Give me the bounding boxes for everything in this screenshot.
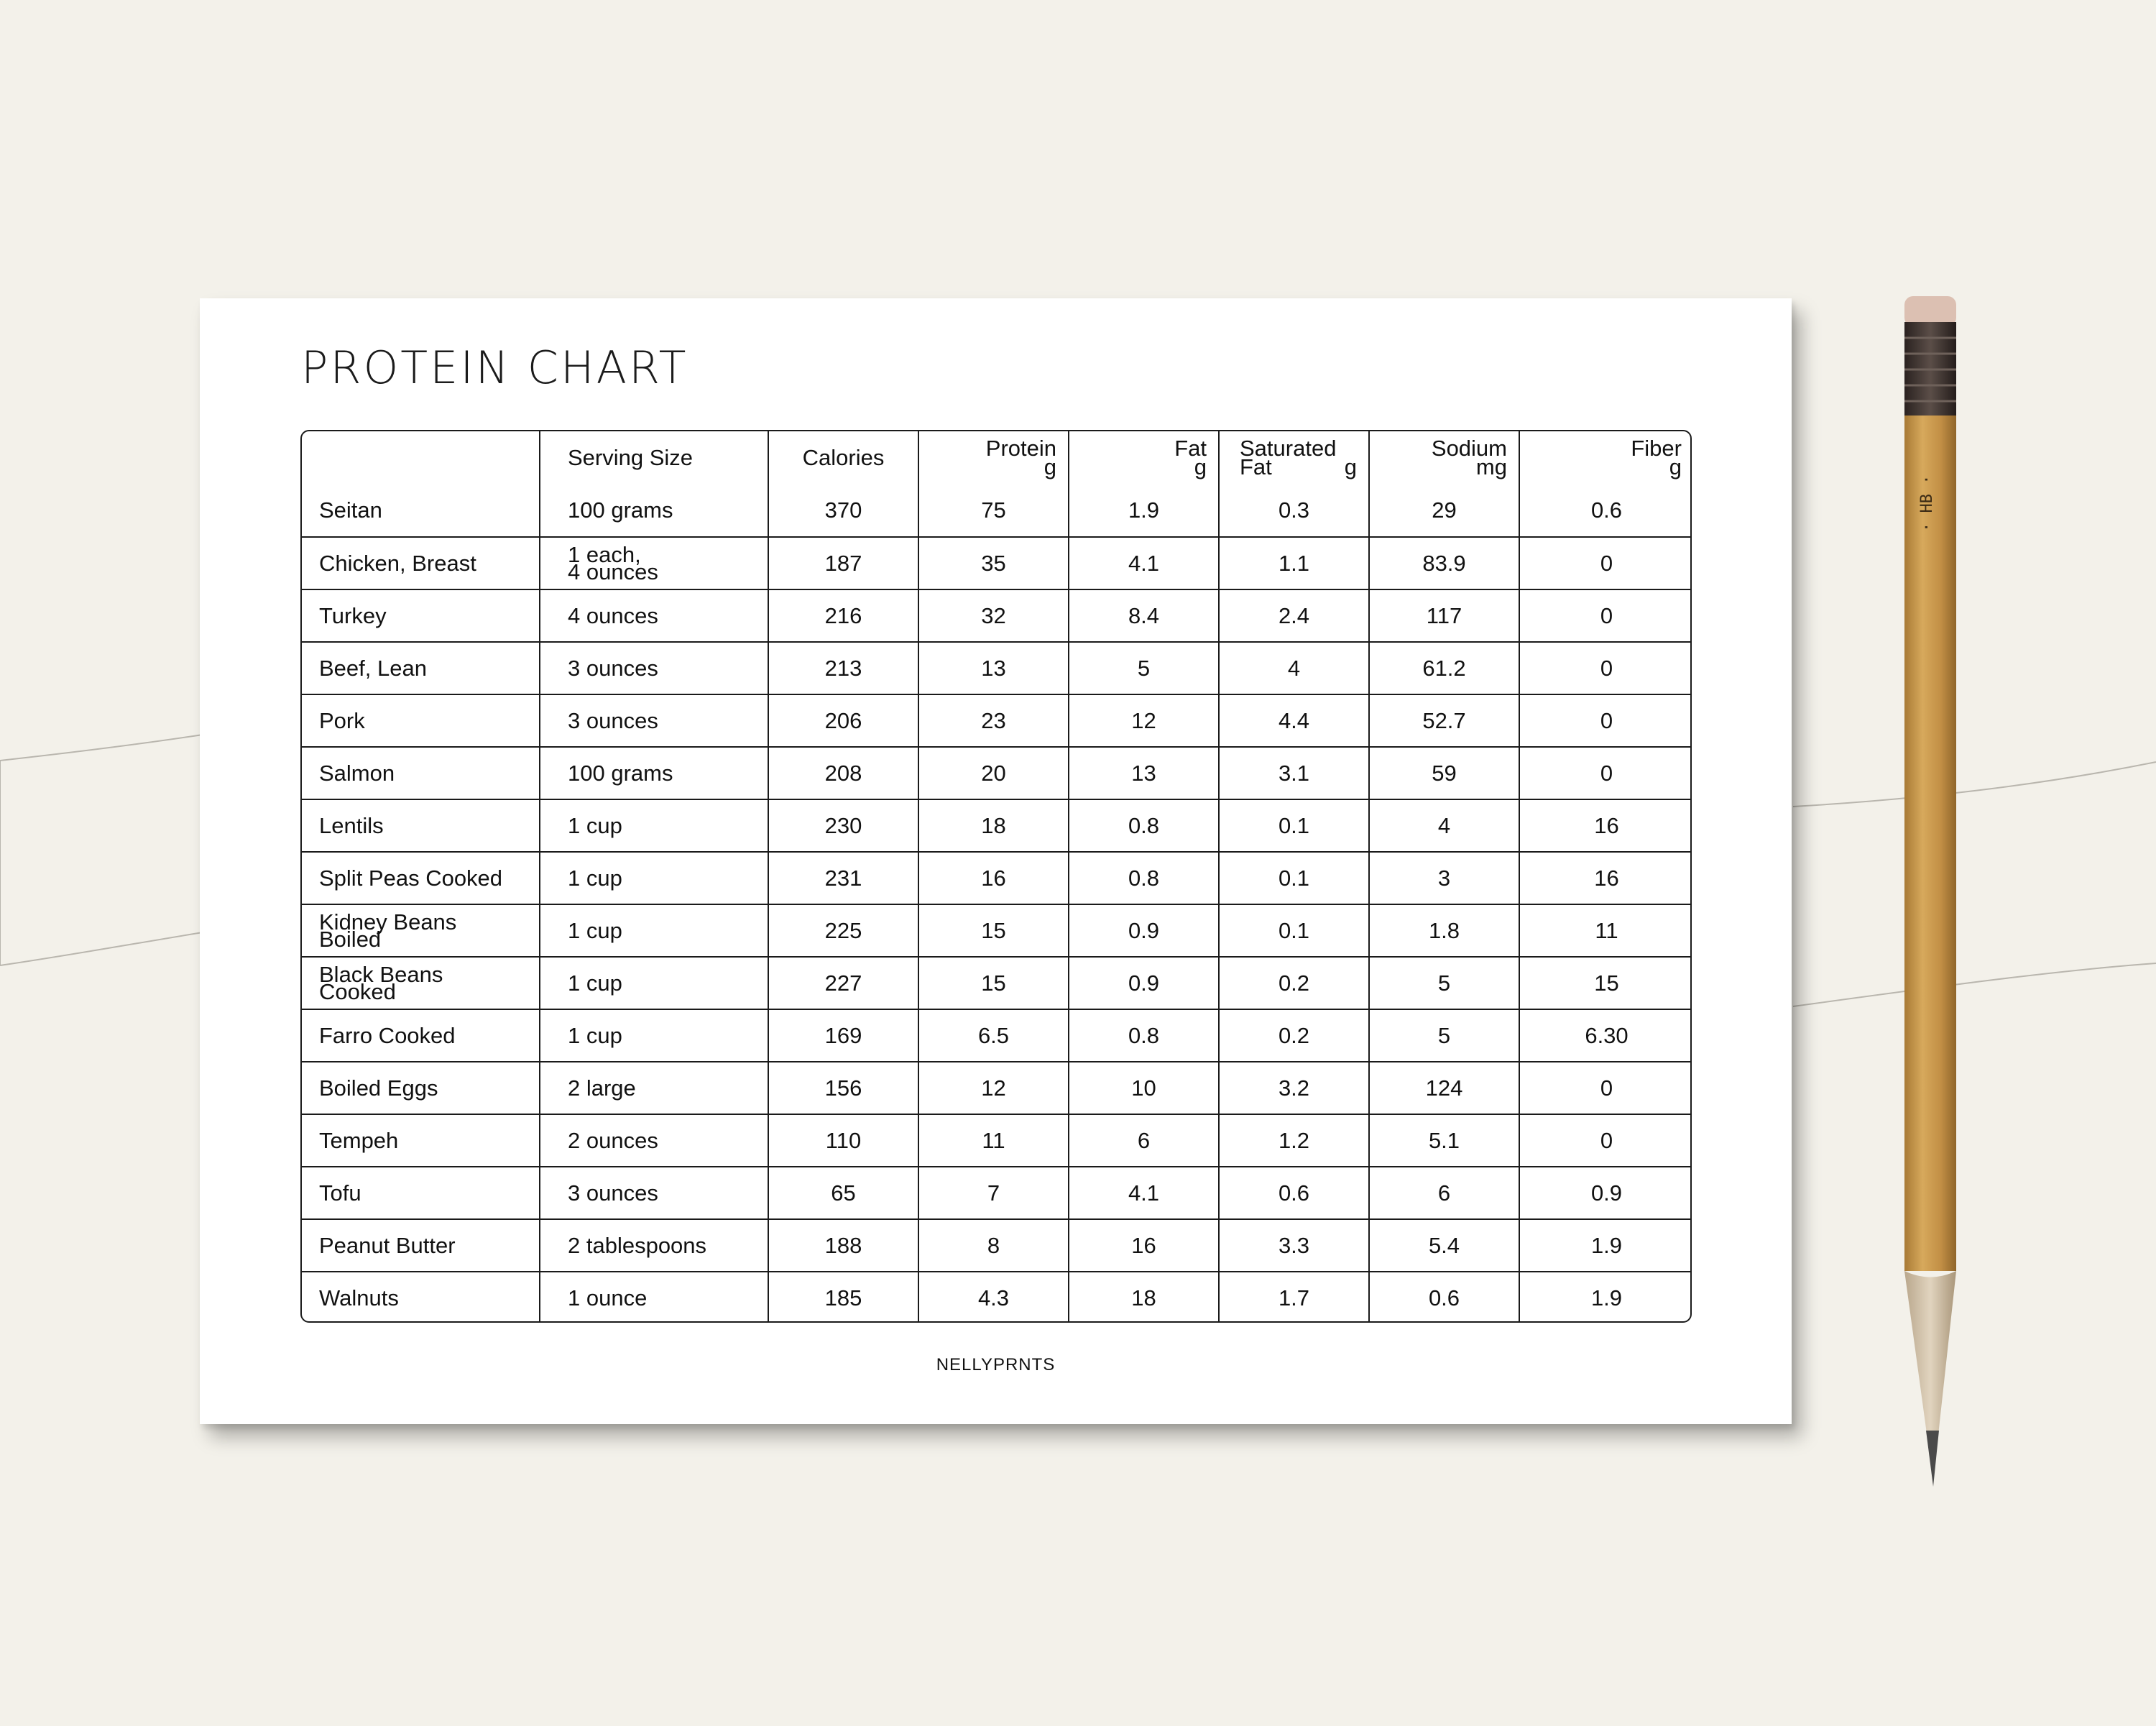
cell-protein: 20 — [918, 747, 1069, 799]
cell-fiber: 15 — [1519, 957, 1692, 1009]
cell-sodium: 0.6 — [1369, 1272, 1519, 1323]
cell-food-name: Tempeh — [302, 1114, 540, 1167]
cell-fat: 18 — [1069, 1272, 1219, 1323]
cell-fat: 16 — [1069, 1219, 1219, 1272]
cell-food-name: Tofu — [302, 1167, 540, 1219]
cell-sodium: 6 — [1369, 1167, 1519, 1219]
cell-fiber: 0 — [1519, 747, 1692, 799]
cell-sodium: 5 — [1369, 1009, 1519, 1062]
cell-serving-size: 2 large — [540, 1062, 768, 1114]
cell-calories: 169 — [768, 1009, 918, 1062]
cell-sodium: 83.9 — [1369, 537, 1519, 589]
header-fat-unit: g — [1194, 454, 1207, 479]
cell-sodium: 29 — [1369, 485, 1519, 537]
cell-protein: 12 — [918, 1062, 1069, 1114]
cell-calories: 206 — [768, 694, 918, 747]
table-row — [302, 694, 1692, 747]
cell-protein: 23 — [918, 694, 1069, 747]
cell-calories: 225 — [768, 904, 918, 957]
header-sodium — [1369, 431, 1519, 485]
table-row — [302, 589, 1692, 642]
cell-saturated: 0.2 — [1219, 957, 1369, 1009]
header-sodium-label: Sodium — [1431, 436, 1507, 461]
cell-fiber: 0 — [1519, 537, 1692, 589]
header-fat-label: Fat — [1174, 436, 1207, 461]
cell-serving-size: 3 ounces — [540, 642, 768, 694]
table-row — [302, 957, 1692, 1009]
cell-fiber: 0 — [1519, 1062, 1692, 1114]
cell-fat: 13 — [1069, 747, 1219, 799]
cell-food-name: Salmon — [302, 747, 540, 799]
header-protein-label: Protein — [985, 436, 1056, 461]
table-row — [302, 1062, 1692, 1114]
cell-serving-size: 3 ounces — [540, 694, 768, 747]
cell-food-name: Beef, Lean — [302, 642, 540, 694]
cell-fat: 0.9 — [1069, 957, 1219, 1009]
cell-serving-size: 100 grams — [540, 485, 768, 537]
cell-saturated: 1.2 — [1219, 1114, 1369, 1167]
cell-fiber: 1.9 — [1519, 1272, 1692, 1323]
cell-serving-size: 4 ounces — [540, 589, 768, 642]
header-saturated-unit: g — [1344, 454, 1357, 479]
cell-saturated: 0.1 — [1219, 904, 1369, 957]
cell-calories: 156 — [768, 1062, 918, 1114]
svg-text:· HB ·: · HB · — [1918, 474, 1936, 532]
cell-fat: 0.9 — [1069, 904, 1219, 957]
header-serving-size: Serving Size — [540, 431, 768, 485]
table-row — [302, 537, 1692, 589]
table-row — [302, 485, 1692, 537]
cell-food-name: Farro Cooked — [302, 1009, 540, 1062]
cell-fiber: 0.6 — [1519, 485, 1692, 537]
header-protein-unit: g — [1044, 454, 1056, 479]
cell-food-name: Chicken, Breast — [302, 537, 540, 589]
cell-calories: 185 — [768, 1272, 918, 1323]
cell-fat: 0.8 — [1069, 852, 1219, 904]
cell-protein: 35 — [918, 537, 1069, 589]
table-row — [302, 1219, 1692, 1272]
protein-table-frame — [300, 430, 1692, 1323]
cell-fiber: 0 — [1519, 589, 1692, 642]
brand-footer: NELLYPRNTS — [936, 1355, 1056, 1374]
cell-sodium: 61.2 — [1369, 642, 1519, 694]
header-sodium-unit: mg — [1475, 454, 1507, 479]
cell-saturated: 4 — [1219, 642, 1369, 694]
cell-fat: 4.1 — [1069, 537, 1219, 589]
cell-sodium: 5 — [1369, 957, 1519, 1009]
cell-sodium: 3 — [1369, 852, 1519, 904]
cell-protein: 32 — [918, 589, 1069, 642]
cell-calories: 216 — [768, 589, 918, 642]
cell-food-name: Peanut Butter — [302, 1219, 540, 1272]
header-saturated-label: Saturated — [1240, 436, 1337, 461]
cell-food-name: Black Beans Cooked — [302, 957, 540, 1009]
cell-saturated: 3.1 — [1219, 747, 1369, 799]
header-protein — [918, 431, 1069, 485]
cell-sodium: 59 — [1369, 747, 1519, 799]
cell-protein: 18 — [918, 799, 1069, 852]
cell-fiber: 1.9 — [1519, 1219, 1692, 1272]
header-saturated-line2 — [1240, 454, 1368, 479]
table-row — [302, 1272, 1692, 1323]
cell-food-name: Turkey — [302, 589, 540, 642]
table-row — [302, 1114, 1692, 1167]
cell-food-name: Lentils — [302, 799, 540, 852]
cell-sodium: 52.7 — [1369, 694, 1519, 747]
cell-food-name: Kidney Beans Boiled — [302, 904, 540, 957]
cell-saturated: 0.3 — [1219, 485, 1369, 537]
cell-serving-size: 1 cup — [540, 957, 768, 1009]
cell-calories: 188 — [768, 1219, 918, 1272]
cell-fat: 8.4 — [1069, 589, 1219, 642]
header-fiber-unit: g — [1669, 454, 1682, 479]
cell-fiber: 6.30 — [1519, 1009, 1692, 1062]
cell-serving-size: 100 grams — [540, 747, 768, 799]
pencil-icon — [1897, 288, 1969, 1495]
table-header-row — [302, 431, 1692, 485]
header-saturated-fat — [1219, 431, 1369, 485]
cell-calories: 110 — [768, 1114, 918, 1167]
cell-serving-size: 1 cup — [540, 1009, 768, 1062]
cell-protein: 16 — [918, 852, 1069, 904]
table-row — [302, 799, 1692, 852]
cell-fiber: 11 — [1519, 904, 1692, 957]
cell-saturated: 4.4 — [1219, 694, 1369, 747]
cell-food-name: Pork — [302, 694, 540, 747]
cell-serving-size: 2 ounces — [540, 1114, 768, 1167]
cell-protein: 4.3 — [918, 1272, 1069, 1323]
cell-fiber: 16 — [1519, 799, 1692, 852]
header-food — [302, 431, 540, 485]
cell-serving-size: 1 cup — [540, 799, 768, 852]
cell-calories: 227 — [768, 957, 918, 1009]
cell-fiber: 16 — [1519, 852, 1692, 904]
cell-serving-size: 1 ounce — [540, 1272, 768, 1323]
cell-fat: 5 — [1069, 642, 1219, 694]
cell-protein: 6.5 — [918, 1009, 1069, 1062]
cell-fat: 10 — [1069, 1062, 1219, 1114]
header-calories: Calories — [768, 431, 918, 485]
cell-calories: 213 — [768, 642, 918, 694]
cell-protein: 15 — [918, 957, 1069, 1009]
protein-chart-card — [200, 298, 1792, 1424]
header-fat — [1069, 431, 1219, 485]
cell-sodium: 5.4 — [1369, 1219, 1519, 1272]
cell-serving-size: 2 tablespoons — [540, 1219, 768, 1272]
table-row — [302, 904, 1692, 957]
header-fiber — [1519, 431, 1692, 485]
cell-fat: 0.8 — [1069, 1009, 1219, 1062]
cell-fat: 1.9 — [1069, 485, 1219, 537]
cell-calories: 187 — [768, 537, 918, 589]
table-row — [302, 1167, 1692, 1219]
cell-calories: 231 — [768, 852, 918, 904]
cell-saturated: 0.2 — [1219, 1009, 1369, 1062]
cell-fiber: 0 — [1519, 642, 1692, 694]
cell-protein: 15 — [918, 904, 1069, 957]
cell-serving-size: 1 cup — [540, 852, 768, 904]
cell-sodium: 5.1 — [1369, 1114, 1519, 1167]
header-fiber-label: Fiber — [1631, 436, 1682, 461]
cell-food-name: Seitan — [302, 485, 540, 537]
cell-fat: 0.8 — [1069, 799, 1219, 852]
cell-saturated: 1.7 — [1219, 1272, 1369, 1323]
cell-saturated: 0.1 — [1219, 852, 1369, 904]
cell-saturated: 1.1 — [1219, 537, 1369, 589]
cell-serving-size: 1 each, 4 ounces — [540, 537, 768, 589]
cell-saturated: 3.3 — [1219, 1219, 1369, 1272]
cell-protein: 8 — [918, 1219, 1069, 1272]
table-row — [302, 747, 1692, 799]
cell-food-name: Walnuts — [302, 1272, 540, 1323]
cell-sodium: 124 — [1369, 1062, 1519, 1114]
cell-fiber: 0.9 — [1519, 1167, 1692, 1219]
cell-calories: 370 — [768, 485, 918, 537]
protein-table — [302, 431, 1692, 1323]
cell-fiber: 0 — [1519, 1114, 1692, 1167]
cell-food-name: Split Peas Cooked — [302, 852, 540, 904]
cell-fat: 4.1 — [1069, 1167, 1219, 1219]
cell-saturated: 2.4 — [1219, 589, 1369, 642]
chart-title: PROTEIN CHART — [301, 341, 688, 394]
table-row — [302, 1009, 1692, 1062]
cell-serving-size: 3 ounces — [540, 1167, 768, 1219]
cell-saturated: 0.6 — [1219, 1167, 1369, 1219]
cell-calories: 208 — [768, 747, 918, 799]
header-saturated-fat-word: Fat — [1240, 454, 1272, 479]
cell-sodium: 117 — [1369, 589, 1519, 642]
cell-sodium: 1.8 — [1369, 904, 1519, 957]
table-row — [302, 642, 1692, 694]
cell-food-name: Boiled Eggs — [302, 1062, 540, 1114]
cell-sodium: 4 — [1369, 799, 1519, 852]
cell-protein: 75 — [918, 485, 1069, 537]
cell-protein: 7 — [918, 1167, 1069, 1219]
cell-calories: 65 — [768, 1167, 918, 1219]
cell-fat: 12 — [1069, 694, 1219, 747]
cell-saturated: 0.1 — [1219, 799, 1369, 852]
protein-table-body — [302, 485, 1692, 1323]
cell-fiber: 0 — [1519, 694, 1692, 747]
cell-calories: 230 — [768, 799, 918, 852]
cell-protein: 11 — [918, 1114, 1069, 1167]
cell-saturated: 3.2 — [1219, 1062, 1369, 1114]
table-row — [302, 852, 1692, 904]
cell-serving-size: 1 cup — [540, 904, 768, 957]
cell-protein: 13 — [918, 642, 1069, 694]
cell-fat: 6 — [1069, 1114, 1219, 1167]
